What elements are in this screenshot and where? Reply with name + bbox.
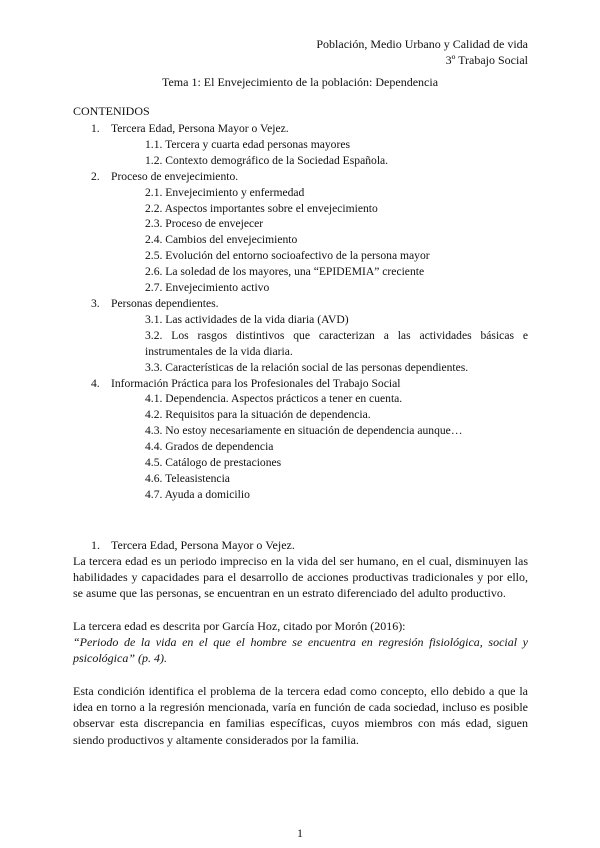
toc-section-2 [73, 169, 528, 185]
toc-item: 2.1. Envejecimiento y enfermedad [145, 185, 305, 199]
toc-item: 3.1. Las actividades de la vida diaria (AVD) [145, 312, 349, 326]
toc-section-3 [73, 296, 528, 312]
toc-section-number: 3. [91, 296, 100, 310]
header-course-title: Población, Medio Urbano y Calidad de vida [316, 37, 528, 51]
toc-item: 1.1. Tercera y cuarta edad personas mayores [145, 137, 350, 151]
toc-item: 2.3. Proceso de envejecer [145, 217, 264, 231]
toc-item: 4.6. Teleasistencia [145, 471, 230, 485]
toc-section-title: Tercera Edad, Persona Mayor o Vejez. [111, 122, 289, 135]
toc-item: 3.2. Los rasgos distintivos que caracterizan a las actividades básicas e instrumentales de la vida diaria. [145, 328, 528, 358]
topic-title: Tema 1: El Envejecimiento de la población: Dependencia [161, 75, 439, 89]
body-paragraph-1: La tercera edad es un periodo impreciso en la vida del ser humano, en el cual, disminuyen las habilidades y capacidades para el desarrollo de acciones productivas tradicionales y por ello, se asume que las personas, se encuentran en un estrato diferenciado del adulto productivo. [73, 554, 528, 601]
toc-item: 3.3. Características de la relación social de las personas dependientes. [145, 360, 469, 374]
toc-item: 2.2. Aspectos importantes sobre el envejecimiento [145, 201, 378, 215]
toc-section-number: 1. [91, 122, 100, 135]
toc-item: 2.5. Evolución del entorno socioafectivo de la persona mayor [145, 249, 430, 263]
toc-item: 4.7. Ayuda a domicilio [145, 487, 250, 501]
toc-item: 4.2. Requisitos para la situación de dependencia. [145, 408, 371, 422]
body-paragraph-2: La tercera edad es descrita por García Hoz, citado por Morón (2016): [73, 619, 406, 633]
toc-item: 4.5. Catálogo de prestaciones [145, 456, 282, 470]
toc-item: 1.2. Contexto demográfico de la Sociedad Española. [145, 153, 389, 167]
page-number: 1 [297, 826, 303, 840]
toc-section-title: Información Práctica para los Profesionales del Trabajo Social [111, 376, 401, 390]
toc-item: 2.4. Cambios del envejecimiento [145, 233, 298, 247]
toc-item: 4.3. No estoy necesariamente en situación de dependencia aunque… [145, 424, 463, 438]
toc-section-title: Proceso de envejecimiento. [111, 169, 239, 183]
body-section-number: 1. [91, 538, 100, 552]
toc-item: 4.1. Dependencia. Aspectos prácticos a tener en cuenta. [145, 392, 403, 406]
toc-item: 2.7. Envejecimiento activo [145, 281, 270, 295]
toc-section-number: 4. [91, 376, 100, 390]
table-of-contents [73, 121, 528, 503]
toc-section-4 [73, 376, 528, 392]
toc-item: 4.4. Grados de dependencia [145, 440, 274, 454]
toc-section-title: Personas dependientes. [111, 296, 219, 310]
body-section-heading [73, 537, 528, 553]
header-degree: 3º Trabajo Social [445, 53, 528, 67]
toc-item: 2.6. La soledad de los mayores, una “EPIDEMIA” creciente [145, 265, 425, 279]
toc-section-1 [73, 121, 528, 137]
contents-heading: CONTENIDOS [73, 104, 150, 118]
toc-section-number: 2. [91, 169, 100, 183]
body-section-title: Tercera Edad, Persona Mayor o Vejez. [111, 538, 295, 552]
body-quote: “Periodo de la vida en el que el hombre se encuentra en regresión fisiológica, social y psicológica” (p. 4). [73, 635, 528, 666]
body-paragraph-3: Esta condición identifica el problema de la tercera edad como concepto, ello debido a que la idea en torno a la regresión mencionada, varía en función de cada sociedad, incluso es posible observar esta discrepancia en familias específicas, cuyos miembros con más edad, siguen siendo productivos y altamente considerados por la familia. [73, 684, 528, 747]
